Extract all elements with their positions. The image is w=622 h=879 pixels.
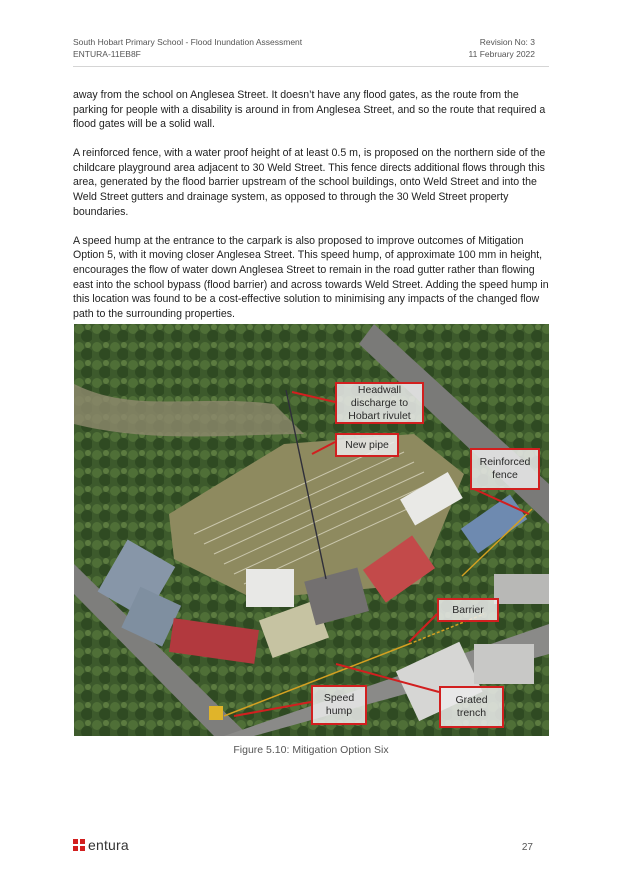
body-text [73, 88, 549, 336]
paragraph: away from the school on Anglesea Street. It doesn’t have any flood gates, as the route from the parking for people with a disability is around in from Anglesea Street, and so the route that required a flood gates will be a solid wall. [73, 89, 546, 131]
callout-speed-hump: Speed hump [311, 685, 367, 725]
header-right [469, 36, 535, 60]
entura-logo-icon [73, 839, 85, 851]
callout-reinforced-fence: Reinforced fence [470, 448, 540, 490]
callout-headwall: Headwall discharge to Hobart rivulet [335, 382, 424, 424]
entura-logo-text: entura [88, 837, 129, 853]
header-date: 11 February 2022 [468, 49, 535, 59]
entura-logo [73, 837, 129, 853]
aerial-image [74, 324, 549, 736]
paragraph: A reinforced fence, with a water proof height of at least 0.5 m, is proposed on the northern side of the childcare playground area adjacent to 30 Weld Street. This fence directs additional flows through this area, generated by the flood barrier upstream of the school buildings, onto Weld Street and into the Weld Street gutters and drainage system, as opposed to through the 30 Weld Street property boundaries. [73, 147, 546, 218]
header-left [73, 36, 302, 60]
figure-caption: Figure 5.10: Mitigation Option Six [233, 744, 389, 756]
aerial-map-figure [74, 324, 549, 736]
callout-grated-trench: Grated trench [439, 686, 504, 728]
paragraph: A speed hump at the entrance to the carpark is also proposed to improve outcomes of Mitigation Option 5, with it moving closer Anglesea Street. This speed hump, of approximate 100 mm in height, encourages the flow of water down Anglesea Street to remain in the road gutter rather than flowing east into the school bypass (flood barrier) and across towards Weld Street. Adding the speed hump in this location was found to be a cost-effective solution to minimising any impacts of the changed flow path to the surrounding properties. [73, 234, 549, 320]
callout-barrier: Barrier [437, 598, 499, 622]
callout-new-pipe: New pipe [335, 433, 399, 457]
header-doc-id: ENTURA-11EB8F [73, 49, 141, 59]
header-title: South Hobart Primary School - Flood Inundation Assessment [73, 37, 303, 47]
page-number: 27 [521, 842, 533, 853]
header-revision: Revision No: 3 [479, 37, 535, 47]
header-divider [73, 66, 549, 67]
